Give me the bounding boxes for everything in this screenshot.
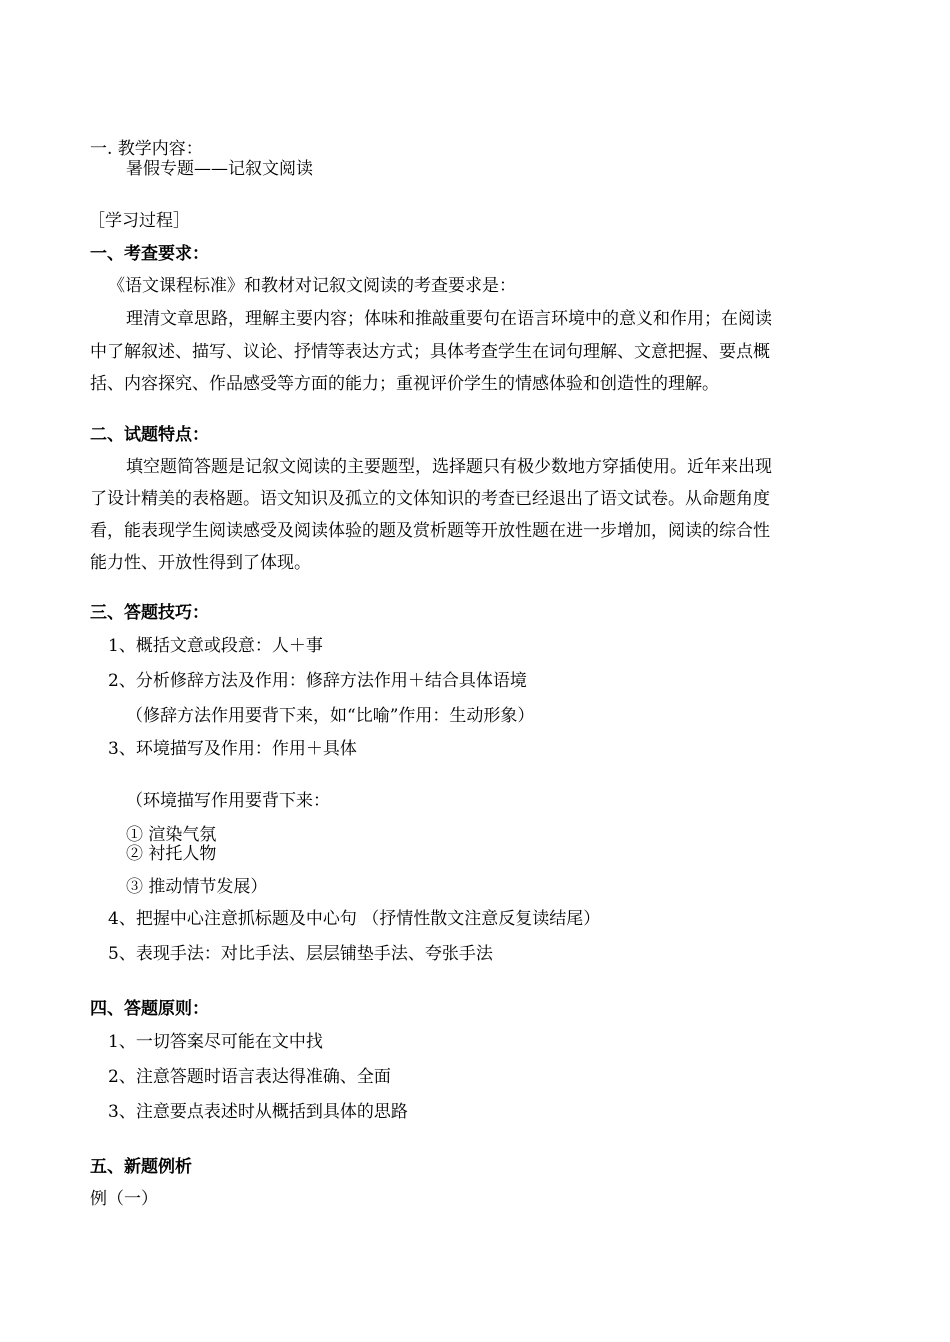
section2-body-line: 看，能表现学生阅读感受及阅读体验的题及赏析题等开放性题在进一步增加，阅读的综合性	[90, 521, 770, 541]
technique-item: 1、概括文意或段意：人＋事	[108, 636, 323, 656]
section1-heading: 一、考查要求：	[90, 244, 209, 264]
technique-item: 2、分析修辞方法及作用：修辞方法作用＋结合具体语境	[108, 671, 527, 691]
example-label: 例（一）	[90, 1189, 158, 1209]
section4-heading: 四、答题原则：	[90, 999, 209, 1019]
learning-process-label: ［学习过程］	[88, 211, 190, 231]
teaching-content-label: 一. 教学内容：	[90, 139, 203, 159]
technique-note: （环境描写作用要背下来：	[126, 791, 330, 811]
section2-heading: 二、试题特点：	[90, 425, 209, 445]
section2-body-line: 填空题简答题是记叙文阅读的主要题型，选择题只有极少数地方穿插使用。近年来出现	[126, 457, 772, 477]
environment-point: ② 衬托人物	[126, 844, 217, 864]
technique-note: （修辞方法作用要背下来，如“比喻”作用：生动形象）	[126, 706, 535, 726]
section1-body-line: 中了解叙述、描写、议论、抒情等表达方式；具体考查学生在词句理解、文意把握、要点概	[90, 342, 770, 362]
technique-item: 3、环境描写及作用：作用＋具体	[108, 739, 357, 759]
section1-intro: 《语文课程标准》和教材对记叙文阅读的考查要求是：	[108, 276, 516, 296]
principle-item: 3、注意要点表述时从概括到具体的思路	[108, 1102, 408, 1122]
environment-point: ① 渲染气氛	[126, 825, 217, 845]
principle-item: 2、注意答题时语言表达得准确、全面	[108, 1067, 391, 1087]
section2-body-line: 能力性、开放性得到了体现。	[90, 553, 311, 573]
environment-point: ③ 推动情节发展）	[126, 877, 268, 897]
technique-item: 5、表现手法：对比手法、层层铺垫手法、夸张手法	[108, 944, 493, 964]
section2-body-line: 了设计精美的表格题。语文知识及孤立的文体知识的考查已经退出了语文试卷。从命题角度	[90, 489, 770, 509]
section5-heading: 五、新题例析	[90, 1157, 192, 1177]
section1-body-line: 括、内容探究、作品感受等方面的能力；重视评价学生的情感体验和创造性的理解。	[90, 374, 719, 394]
section1-body-line: 理清文章思路，理解主要内容；体味和推敲重要句在语言环境中的意义和作用；在阅读	[126, 309, 772, 329]
topic-title: 暑假专题——记叙文阅读	[126, 159, 313, 179]
technique-item: 4、把握中心注意抓标题及中心句 （抒情性散文注意反复读结尾）	[108, 909, 601, 929]
principle-item: 1、一切答案尽可能在文中找	[108, 1032, 323, 1052]
section3-heading: 三、答题技巧：	[90, 603, 209, 623]
